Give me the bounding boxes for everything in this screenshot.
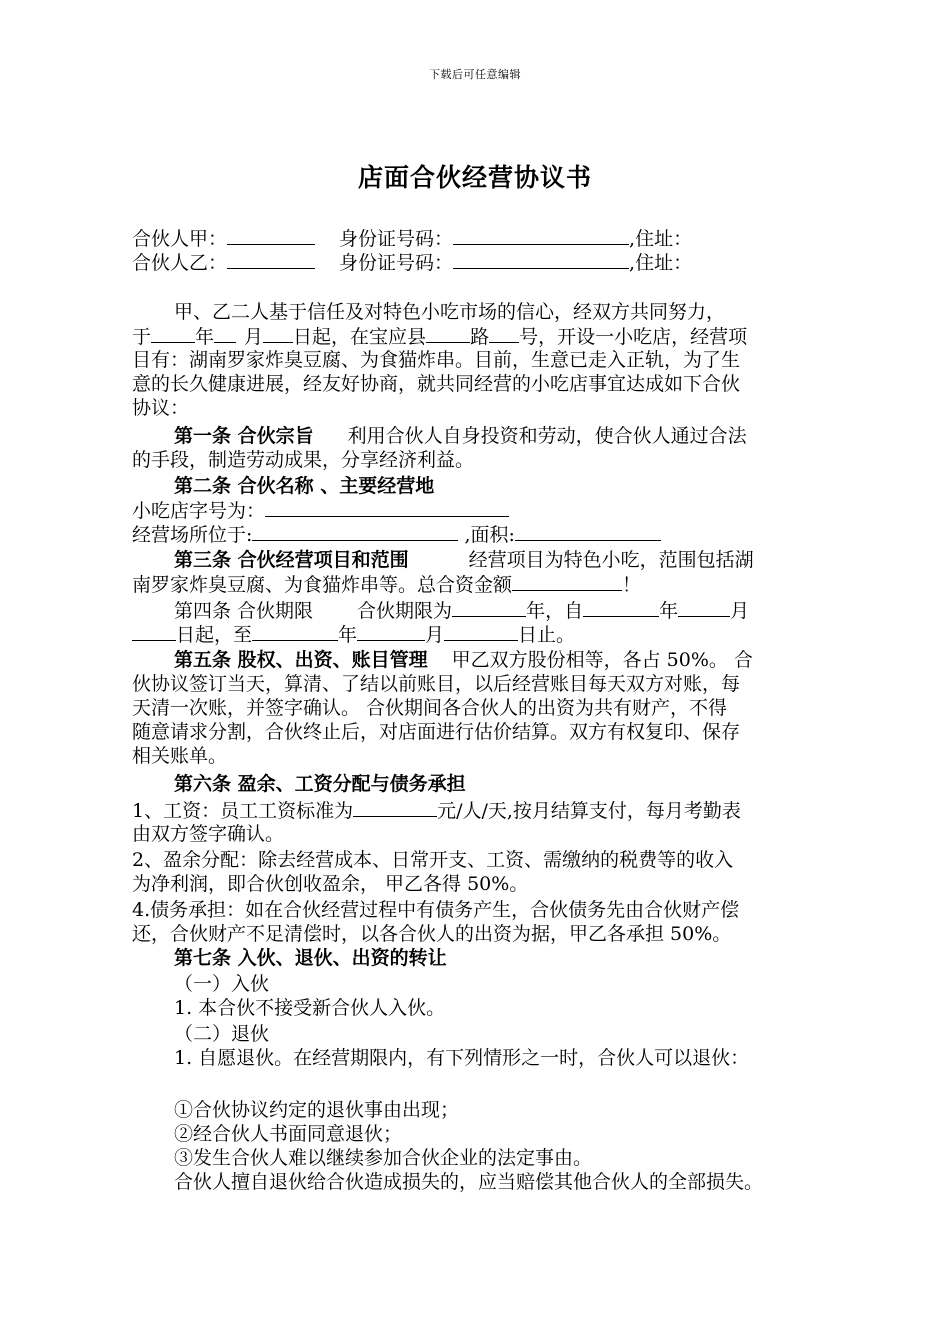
term-end-year-blank[interactable]: [252, 622, 338, 641]
total-capital-blank[interactable]: [512, 572, 622, 591]
article-4-text: 月: [425, 624, 445, 646]
term-end-day-blank[interactable]: [444, 622, 518, 641]
number-blank[interactable]: [489, 324, 519, 343]
party-a-id-label: 身份证号码：: [339, 228, 454, 250]
intro-line-4: 意的长久健康进展，经友好协商，就共同经营的小吃店事宜达成如下合伙: [132, 373, 741, 395]
road-blank[interactable]: [426, 324, 470, 343]
article-4-line-1: [132, 598, 848, 623]
article-4-text: 日起，至: [176, 624, 253, 646]
section-join: （一）入伙: [174, 973, 270, 995]
article-6-heading: 第六条 盈余、工资分配与债务承担: [174, 773, 466, 795]
intro-line-1: 甲、乙二人基于信任及对特色小吃市场的信心，经双方共同努力，: [174, 301, 726, 323]
area-label: ,面积:: [458, 524, 515, 546]
article-4-text: 年: [338, 624, 358, 646]
party-a-label: 合伙人甲：: [132, 228, 228, 250]
article-2-heading: 第二条 合伙名称 、主要经营地: [174, 475, 435, 497]
article-4-line-2: [132, 622, 848, 647]
term-start-year-blank[interactable]: [583, 598, 659, 617]
party-b-name-blank[interactable]: [227, 250, 315, 269]
article-5-text: 甲乙双方股份相等，各占 50%。 合: [451, 649, 753, 671]
wage-amount-blank[interactable]: [353, 798, 437, 817]
intro-text: 日起，在宝应县: [293, 326, 427, 348]
shop-name-line: [132, 498, 848, 523]
wage-line-2: 由双方签字确认。: [132, 823, 285, 845]
start-year-blank[interactable]: [151, 324, 195, 343]
party-a-id-blank[interactable]: [453, 226, 629, 245]
withdraw-condition-1: ①合伙协议约定的退伙事由出现；: [174, 1099, 460, 1121]
party-b-address-label: ,住址：: [629, 252, 693, 274]
term-years-blank[interactable]: [452, 598, 526, 617]
article-3-heading: 第三条 合伙经营项目和范围: [174, 549, 409, 571]
intro-text: 号，开设一小吃店，经营项: [519, 326, 748, 348]
party-b-line: [132, 250, 848, 275]
withdraw-condition-2: ②经合伙人书面同意退伙；: [174, 1123, 403, 1145]
start-month-blank[interactable]: [214, 324, 236, 343]
article-4-text: 年: [659, 600, 679, 622]
article-1-line-1: [132, 424, 848, 448]
article-3-text-2: 南罗家炸臭豆腐、为食猫炸串等。总合资金额: [132, 574, 513, 596]
location-label: 经营场所位于:: [132, 524, 253, 546]
party-a-name-blank[interactable]: [227, 226, 315, 245]
shop-name-blank[interactable]: [265, 498, 509, 517]
area-blank[interactable]: [515, 522, 661, 541]
withdraw-condition-3: ③发生合伙人难以继续参加合伙企业的法定事由。: [174, 1147, 593, 1169]
debt-line-1: 4.债务承担：如在合伙经营过程中有债务产生，合伙债务先由合伙财产偿: [132, 899, 740, 921]
party-b-id-label: 身份证号码：: [339, 252, 454, 274]
section-withdraw-item-1: 1. 自愿退伙。在经营期限内，有下列情形之一时，合伙人可以退伙：: [174, 1047, 750, 1069]
article-4-heading: 第四条 合伙期限: [174, 600, 314, 622]
article-5-line-2: 伙协议签订当天，算清、了结以前账目，以后经营账目每天双方对账，每: [132, 673, 741, 695]
intro-text: 月: [244, 326, 264, 348]
article-3-line-1: [132, 548, 848, 572]
intro-line-2: [132, 324, 848, 349]
wage-text: 元/人/天,按月结算支付，每月考勤表: [437, 800, 741, 822]
location-line: [132, 522, 848, 547]
article-4-text: 月: [730, 600, 750, 622]
profit-line-2: 为净利润，即合伙创收盈余， 甲乙各得 50%。: [132, 873, 529, 895]
article-4-text: 日止。: [518, 624, 576, 646]
intro-line-3: 目有：湖南罗家炸臭豆腐、为食猫炸串。目前，生意已走入正轨，为了生: [132, 349, 741, 371]
article-4-text: 合伙期限为: [357, 600, 453, 622]
debt-line-2: 还，合伙财产不足清偿时，以各合伙人的出资为据，甲乙各承担 50%。: [132, 923, 732, 945]
article-5-line-4: 随意请求分割，合伙终止后，对店面进行估价结算。双方有权复印、保存: [132, 721, 741, 743]
header-note: 下载后可任意编辑: [429, 68, 521, 81]
intro-text: 年: [195, 326, 215, 348]
document-title: 店面合伙经营协议书: [357, 163, 592, 192]
intro-line-5: 协议：: [132, 397, 190, 419]
party-a-line: [132, 226, 848, 251]
section-join-item-1: 1. 本合伙不接受新合伙人入伙。: [174, 997, 446, 1019]
term-end-month-blank[interactable]: [357, 622, 425, 641]
article-5-line-1: [132, 648, 848, 672]
withdraw-penalty: 合伙人擅自退伙给合伙造成损失的，应当赔偿其他合伙人的全部损失。: [174, 1171, 764, 1193]
party-a-address-label: ,住址：: [629, 228, 693, 250]
term-start-month-blank[interactable]: [678, 598, 730, 617]
article-7-heading: 第七条 入伙、退伙、出资的转让: [174, 947, 447, 969]
article-3-text-end: ！: [622, 574, 642, 596]
wage-line-1: [132, 798, 848, 823]
article-4-text: 年，自: [526, 600, 584, 622]
location-blank[interactable]: [252, 522, 458, 541]
intro-text: 于: [132, 326, 152, 348]
article-5-heading: 第五条 股权、出资、账目管理: [174, 649, 428, 671]
article-1-heading: 第一条 合伙宗旨: [174, 425, 314, 447]
term-start-day-blank[interactable]: [132, 622, 176, 641]
article-1-text: 利用合伙人自身投资和劳动，使合伙人通过合法: [347, 425, 747, 447]
article-1-line-2: 的手段，制造劳动成果，分享经济利益。: [132, 449, 475, 471]
profit-line-1: 2、盈余分配：除去经营成本、日常开支、工资、需缴纳的税费等的收入: [132, 849, 734, 871]
party-b-label: 合伙人乙：: [132, 252, 228, 274]
article-3-line-2: [132, 572, 848, 597]
article-5-line-3: 天清一次账，并签字确认。 合伙期间各合伙人的出资为共有财产，不得: [132, 697, 728, 719]
start-day-blank[interactable]: [263, 324, 293, 343]
article-3-text: 经营项目为特色小吃，范围包括湖: [468, 549, 754, 571]
article-5-line-5: 相关账单。: [132, 745, 228, 767]
shop-name-label: 小吃店字号为：: [132, 500, 266, 522]
section-withdraw: （二）退伙: [174, 1023, 270, 1045]
party-b-id-blank[interactable]: [453, 250, 629, 269]
intro-text: 路: [470, 326, 490, 348]
wage-text: 1、工资：员工工资标准为: [132, 800, 354, 822]
